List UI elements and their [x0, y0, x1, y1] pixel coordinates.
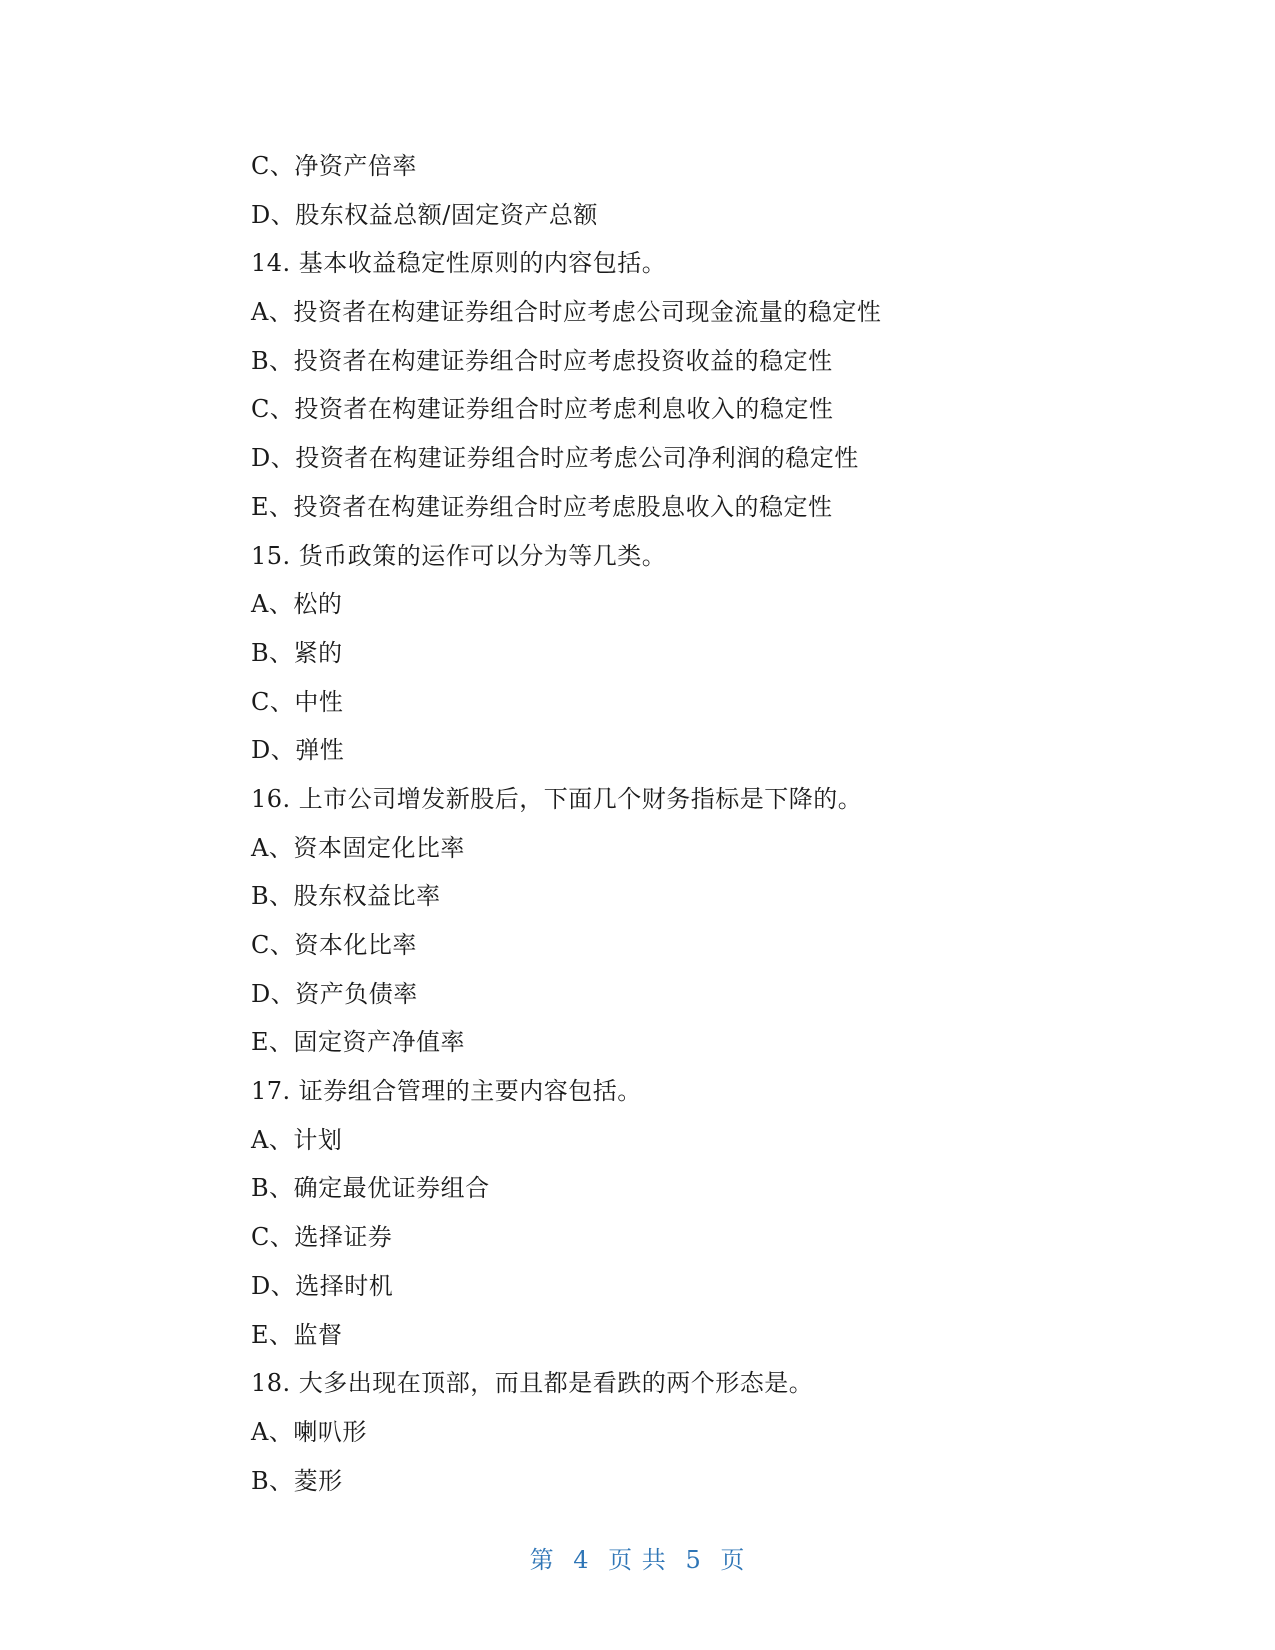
option-line: A、投资者在构建证券组合时应考虑公司现金流量的稳定性	[251, 298, 882, 327]
option-line: B、股东权益比率	[251, 882, 441, 911]
option-line: B、菱形	[251, 1466, 343, 1495]
option-line: E、投资者在构建证券组合时应考虑股息收入的稳定性	[251, 492, 833, 521]
document-body	[251, 142, 1051, 1505]
option-line: C、资本化比率	[251, 931, 417, 959]
option-line: C、选择证券	[251, 1223, 393, 1252]
option-line: E、监督	[251, 1320, 343, 1349]
option-line: D、选择时机	[251, 1271, 394, 1300]
page-footer	[0, 1540, 1275, 1575]
option-line: E、固定资产净值率	[251, 1028, 466, 1057]
option-line: B、确定最优证券组合	[251, 1174, 490, 1203]
option-line: D、投资者在构建证券组合时应考虑公司净利润的稳定性	[251, 444, 859, 473]
option-line: A、喇叭形	[251, 1417, 367, 1446]
option-line: B、投资者在构建证券组合时应考虑投资收益的稳定性	[251, 346, 833, 375]
option-line: A、计划	[251, 1125, 343, 1154]
question-line: 14. 基本收益稳定性原则的内容包括。	[251, 249, 667, 278]
option-line: A、资本固定化比率	[251, 833, 465, 862]
option-line: D、股东权益总额/固定资产总额	[251, 200, 598, 229]
total-pages-number: 5	[685, 1546, 702, 1574]
option-line: D、弹性	[251, 736, 345, 765]
question-line: 16. 上市公司增发新股后，下面几个财务指标是下降的。	[251, 784, 863, 813]
option-line: D、资产负债率	[251, 979, 418, 1008]
question-line: 15. 货币政策的运作可以分为等几类。	[251, 541, 667, 570]
question-line: 17. 证券组合管理的主要内容包括。	[251, 1077, 642, 1106]
current-page-number: 4	[573, 1546, 590, 1574]
footer-middle: 页 共	[608, 1546, 667, 1574]
option-line: C、中性	[251, 687, 344, 716]
question-line: 18. 大多出现在顶部，而且都是看跌的两个形态是。	[251, 1369, 814, 1398]
footer-suffix: 页	[720, 1546, 746, 1574]
option-line: B、紧的	[251, 638, 343, 667]
option-line: A、松的	[251, 590, 343, 619]
option-line: C、净资产倍率	[251, 152, 417, 180]
option-line: C、投资者在构建证券组合时应考虑利息收入的稳定性	[251, 395, 834, 424]
footer-prefix: 第	[529, 1546, 555, 1574]
